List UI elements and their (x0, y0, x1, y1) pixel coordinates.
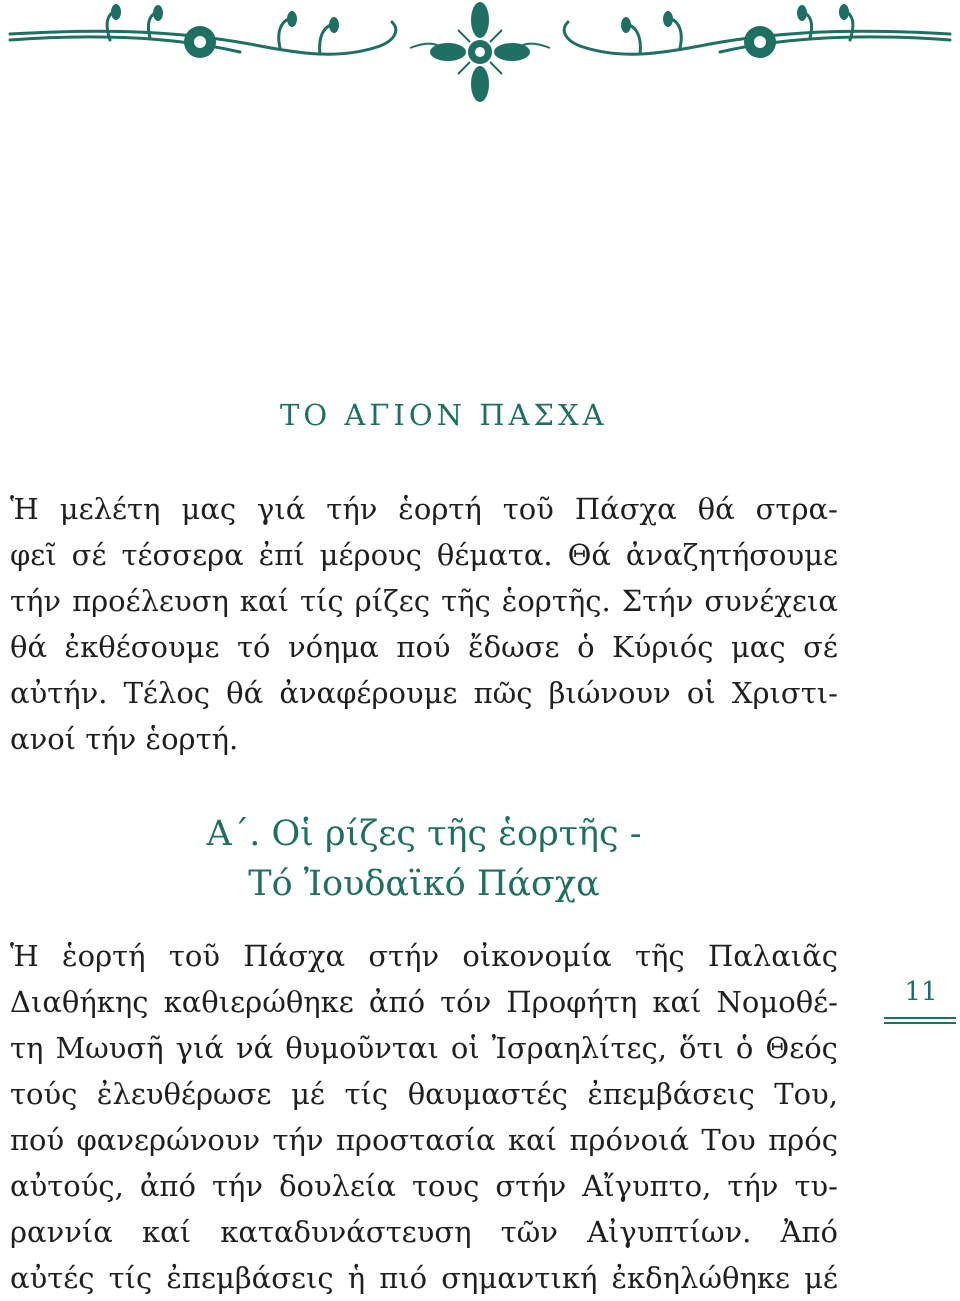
word: πιό (379, 1261, 428, 1295)
word: μέρους (319, 538, 422, 572)
word: ἐκδηλώθηκε (611, 1261, 790, 1295)
word: καθιερώθηκε (163, 985, 354, 1019)
word: στήν (368, 939, 440, 973)
word: Τέλος (123, 676, 211, 710)
word: μέ (804, 1261, 838, 1295)
word: Ἀπό (780, 1215, 838, 1249)
word: ἀπό (139, 1169, 196, 1203)
section-heading-line-1: Α΄. Οἱ ρίζες τῆς ἑορτῆς - (206, 814, 642, 854)
word: ἑορτή (398, 492, 482, 526)
word: θυμοῦνται (285, 1031, 439, 1065)
word: θά (10, 630, 48, 664)
word: ἐπί (258, 538, 305, 572)
word: δουλεία (279, 1169, 396, 1203)
body-line (10, 1255, 838, 1301)
word: τούς (10, 1077, 78, 1111)
word: αὐτούς, (10, 1169, 124, 1203)
word: νόημα (288, 630, 379, 664)
word: σέ (803, 630, 838, 664)
word: ἀπό (368, 985, 426, 1019)
word: καί (141, 1215, 192, 1249)
chapter-title: ΤΟ ΑΓΙΟΝ ΠΑΣΧΑ (280, 398, 608, 432)
word: τήν (10, 584, 62, 618)
body-line (10, 933, 838, 979)
word: τίς (344, 1077, 389, 1111)
intro-line (10, 486, 838, 532)
word: Του (701, 1123, 756, 1157)
word: καταδυνάστευση (220, 1215, 472, 1249)
word: θά (226, 676, 264, 710)
body-line (10, 1209, 838, 1255)
word: τη (10, 1031, 44, 1065)
word: πρόνοιά (569, 1123, 689, 1157)
word: Θά (567, 538, 611, 572)
word: φεῖ (10, 538, 57, 572)
word: ἔδωσε (468, 630, 560, 664)
word: Ἡ (10, 939, 39, 973)
word: τυ- (794, 1169, 838, 1203)
word: τήν (727, 1169, 779, 1203)
word: Παλαιᾶς (707, 939, 838, 973)
word: μας (730, 630, 786, 664)
word: καί (652, 985, 702, 1019)
word: Κύριός (612, 630, 714, 664)
word: ἀναφέρουμε (279, 676, 458, 710)
word: ὁ (735, 1031, 754, 1065)
body-line (10, 1071, 838, 1117)
word: πού (396, 630, 451, 664)
intro-line (10, 624, 838, 670)
word: πού (10, 1123, 65, 1157)
word: ἐπεμβάσεις (166, 1261, 334, 1295)
word: θαυμαστές (407, 1077, 568, 1111)
body-line (10, 1025, 838, 1071)
word: προστασία (335, 1123, 496, 1157)
word: ὁ (577, 630, 595, 664)
word: μας (181, 492, 237, 526)
word: σέ (71, 538, 107, 572)
word: μέ (291, 1077, 325, 1111)
word: ἐκθέσουμε (64, 630, 220, 664)
word: τήν (211, 1169, 264, 1203)
word: στρα- (755, 492, 838, 526)
word: βιώνουν (548, 676, 671, 710)
word: γιά (175, 1031, 224, 1065)
word: Πάσχα (574, 492, 677, 526)
word: τόν (440, 985, 492, 1019)
word: νά (235, 1031, 274, 1065)
word: ὅτι (679, 1031, 724, 1065)
intro-line (10, 670, 838, 716)
word: αὐτήν. (10, 676, 108, 710)
body-line (10, 979, 838, 1025)
word: Αἰγυπτίων. (587, 1215, 752, 1249)
intro-line: ανοί τήν ἑορτή. (10, 722, 239, 756)
word: θά (697, 492, 735, 526)
word: Νομοθέ- (716, 985, 838, 1019)
word: Διαθήκης (10, 985, 149, 1019)
word: Ἡ (10, 492, 39, 526)
word: τό (236, 630, 271, 664)
word: γιά (257, 492, 306, 526)
word: ἑορτῆς. (501, 584, 611, 618)
word: Αἴγυπτο, (582, 1169, 712, 1203)
word: οἱ (686, 676, 716, 710)
word: τήν (326, 492, 378, 526)
word: θέματα. (436, 538, 553, 572)
word: ἀναζητήσουμε (625, 538, 838, 572)
word: Ἰσραηλίτες, (491, 1031, 667, 1065)
word: οἱ (450, 1031, 480, 1065)
word: Στήν (621, 584, 694, 618)
word: στήν (495, 1169, 567, 1203)
word: ἐλευθέρωσε (96, 1077, 272, 1111)
word: καί (239, 584, 289, 618)
word: καί (507, 1123, 558, 1157)
intro-line (10, 578, 838, 624)
word: τῆς (635, 939, 685, 973)
word: πῶς (473, 676, 533, 710)
word: ραννία (10, 1215, 113, 1249)
word: ἑορτή (62, 939, 146, 973)
word: αὐτές (10, 1261, 95, 1295)
page-number-rule (884, 1017, 956, 1019)
word: Μωυσῆ (55, 1031, 164, 1065)
body-line (10, 1117, 838, 1163)
word: πρός (768, 1123, 838, 1157)
body-line (10, 1163, 838, 1209)
section-heading-line-2: Τό Ἰουδαϊκό Πάσχα (248, 864, 600, 904)
word: Πάσχα (243, 939, 346, 973)
word: συνέχεια (704, 584, 838, 618)
word: μελέτη (59, 492, 161, 526)
word: Προφήτη (506, 985, 638, 1019)
word: τοῦ (502, 492, 554, 526)
word: τίς (300, 584, 344, 618)
intro-line (10, 532, 838, 578)
page-number: 11 (904, 977, 938, 1007)
word: Θεός (765, 1031, 838, 1065)
word: σημαντική (441, 1261, 598, 1295)
word: φανερώνουν (76, 1123, 261, 1157)
word: ἡ (347, 1261, 366, 1295)
word: οἰκονομία (462, 939, 612, 973)
word: Χριστι- (731, 676, 838, 710)
word: τους (412, 1169, 480, 1203)
word: ἐπεμβάσεις (587, 1077, 755, 1111)
word: τοῦ (168, 939, 220, 973)
page-number-rule (884, 1022, 956, 1024)
word: τίς (108, 1261, 153, 1295)
word: τῶν (500, 1215, 558, 1249)
word: τῆς (441, 584, 491, 618)
word: τέσσερα (121, 538, 244, 572)
word: προέλευση (72, 584, 229, 618)
word: ρίζες (354, 584, 431, 618)
word: Του, (774, 1077, 838, 1111)
word: τήν (272, 1123, 324, 1157)
floral-header-ornament-icon (0, 0, 960, 112)
